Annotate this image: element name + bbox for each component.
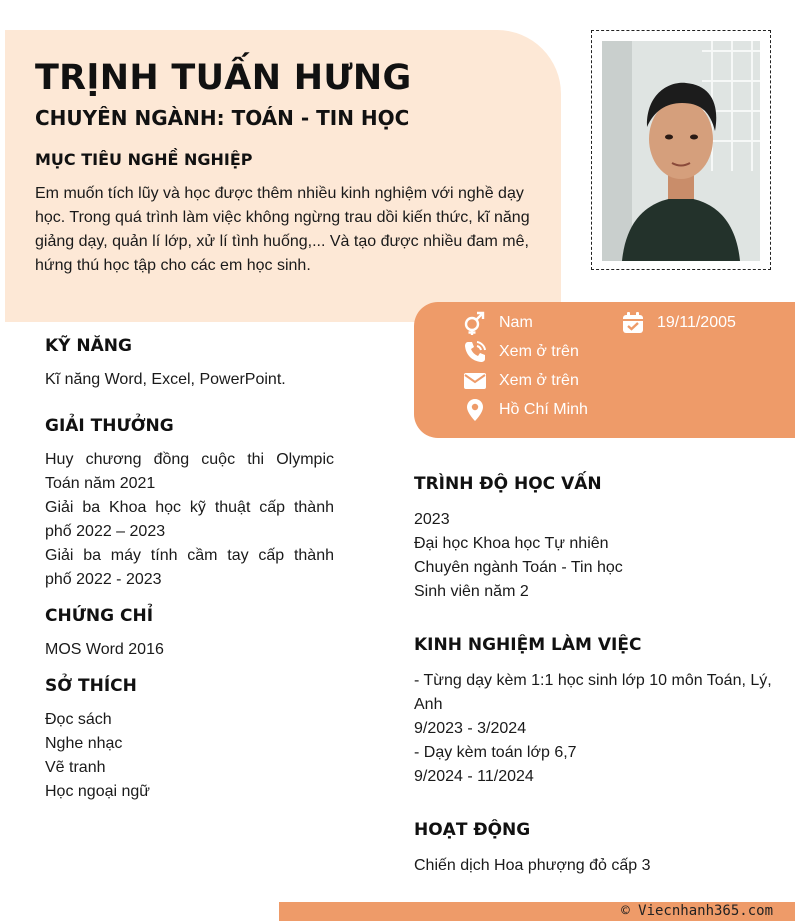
award-line: phố 2022 - 2023 (45, 571, 162, 588)
experience-line: 9/2023 - 3/2024 (414, 720, 527, 737)
certificates-title: CHỨNG CHỈ (45, 606, 154, 626)
objective-title: MỤC TIÊU NGHỀ NGHIỆP (35, 150, 253, 169)
contact-email (463, 369, 579, 393)
skills-text: Kĩ năng Word, Excel, PowerPoint. (45, 371, 286, 388)
hobby-item: Vẽ tranh (45, 759, 106, 776)
education-line: Sinh viên năm 2 (414, 583, 529, 600)
education-line: Chuyên ngành Toán - Tin học (414, 559, 623, 576)
award-line: phố 2022 – 2023 (45, 523, 166, 540)
contact-gender (463, 311, 533, 335)
hobby-item: Nghe nhạc (45, 735, 123, 752)
skills-title: KỸ NĂNG (45, 336, 132, 356)
phone-icon (463, 340, 487, 364)
award-line: Giải ba máy tính cầm tay cấp thành (45, 547, 334, 564)
profile-photo (602, 41, 760, 261)
address-text: Hồ Chí Minh (499, 401, 588, 418)
birthday-text: 19/11/2005 (657, 314, 736, 331)
hobbies-title: SỞ THÍCH (45, 676, 137, 696)
location-icon (463, 398, 487, 422)
activities-title: HOẠT ĐỘNG (414, 820, 531, 840)
education-list (414, 508, 623, 604)
education-line: Đại học Khoa học Tự nhiên (414, 535, 609, 552)
awards-list (45, 448, 334, 592)
education-line: 2023 (414, 511, 450, 528)
award-line: Huy chương đồng cuộc thi Olympic (45, 451, 334, 468)
contact-card (414, 302, 795, 438)
contact-phone (463, 340, 579, 364)
candidate-major: CHUYÊN NGÀNH: TOÁN - TIN HỌC (35, 106, 410, 130)
candidate-name: TRỊNH TUẤN HƯNG (35, 58, 412, 98)
phone-text: Xem ở trên (499, 343, 579, 360)
email-icon (463, 369, 487, 393)
awards-title: GIẢI THƯỞNG (45, 416, 174, 436)
experience-line: - Từng dạy kèm 1:1 học sinh lớp 10 môn Toán, Lý, (414, 672, 772, 689)
objective-text: Em muốn tích lũy và học được thêm nhiều kinh nghiệm với nghề dạy học. Trong quá trình làm việc không ngừng trau dồi kiến thức, kĩ năng giảng dạy, quản lí lớp, xử lí tình huống,... Và tạo được nhiều đam mê, hứng thú học tập cho các em học sinh. (35, 185, 530, 274)
activities-text: Chiến dịch Hoa phượng đỏ cấp 3 (414, 857, 651, 874)
education-title: TRÌNH ĐỘ HỌC VẤN (414, 474, 602, 494)
contact-birthday (621, 311, 736, 335)
experience-list (414, 669, 794, 789)
award-line: Giải ba Khoa học kỹ thuật cấp thành (45, 499, 334, 516)
hobbies-list (45, 708, 150, 804)
calendar-icon (621, 311, 645, 335)
experience-line: - Dạy kèm toán lớp 6,7 (414, 744, 577, 761)
email-text: Xem ở trên (499, 372, 579, 389)
experience-line: 9/2024 - 11/2024 (414, 768, 534, 785)
experience-title: KINH NGHIỆM LÀM VIỆC (414, 635, 642, 655)
footer-copyright: © Viecnhanh365.com (621, 903, 773, 919)
experience-line: Anh (414, 696, 443, 713)
contact-address (463, 398, 588, 422)
award-line: Toán năm 2021 (45, 475, 156, 492)
certificates-text: MOS Word 2016 (45, 641, 164, 658)
profile-photo-frame (591, 30, 771, 270)
hobby-item: Học ngoại ngữ (45, 783, 150, 800)
footer-bar (279, 902, 795, 921)
gender-icon (463, 311, 487, 335)
hobby-item: Đọc sách (45, 711, 112, 728)
gender-text: Nam (499, 314, 533, 331)
